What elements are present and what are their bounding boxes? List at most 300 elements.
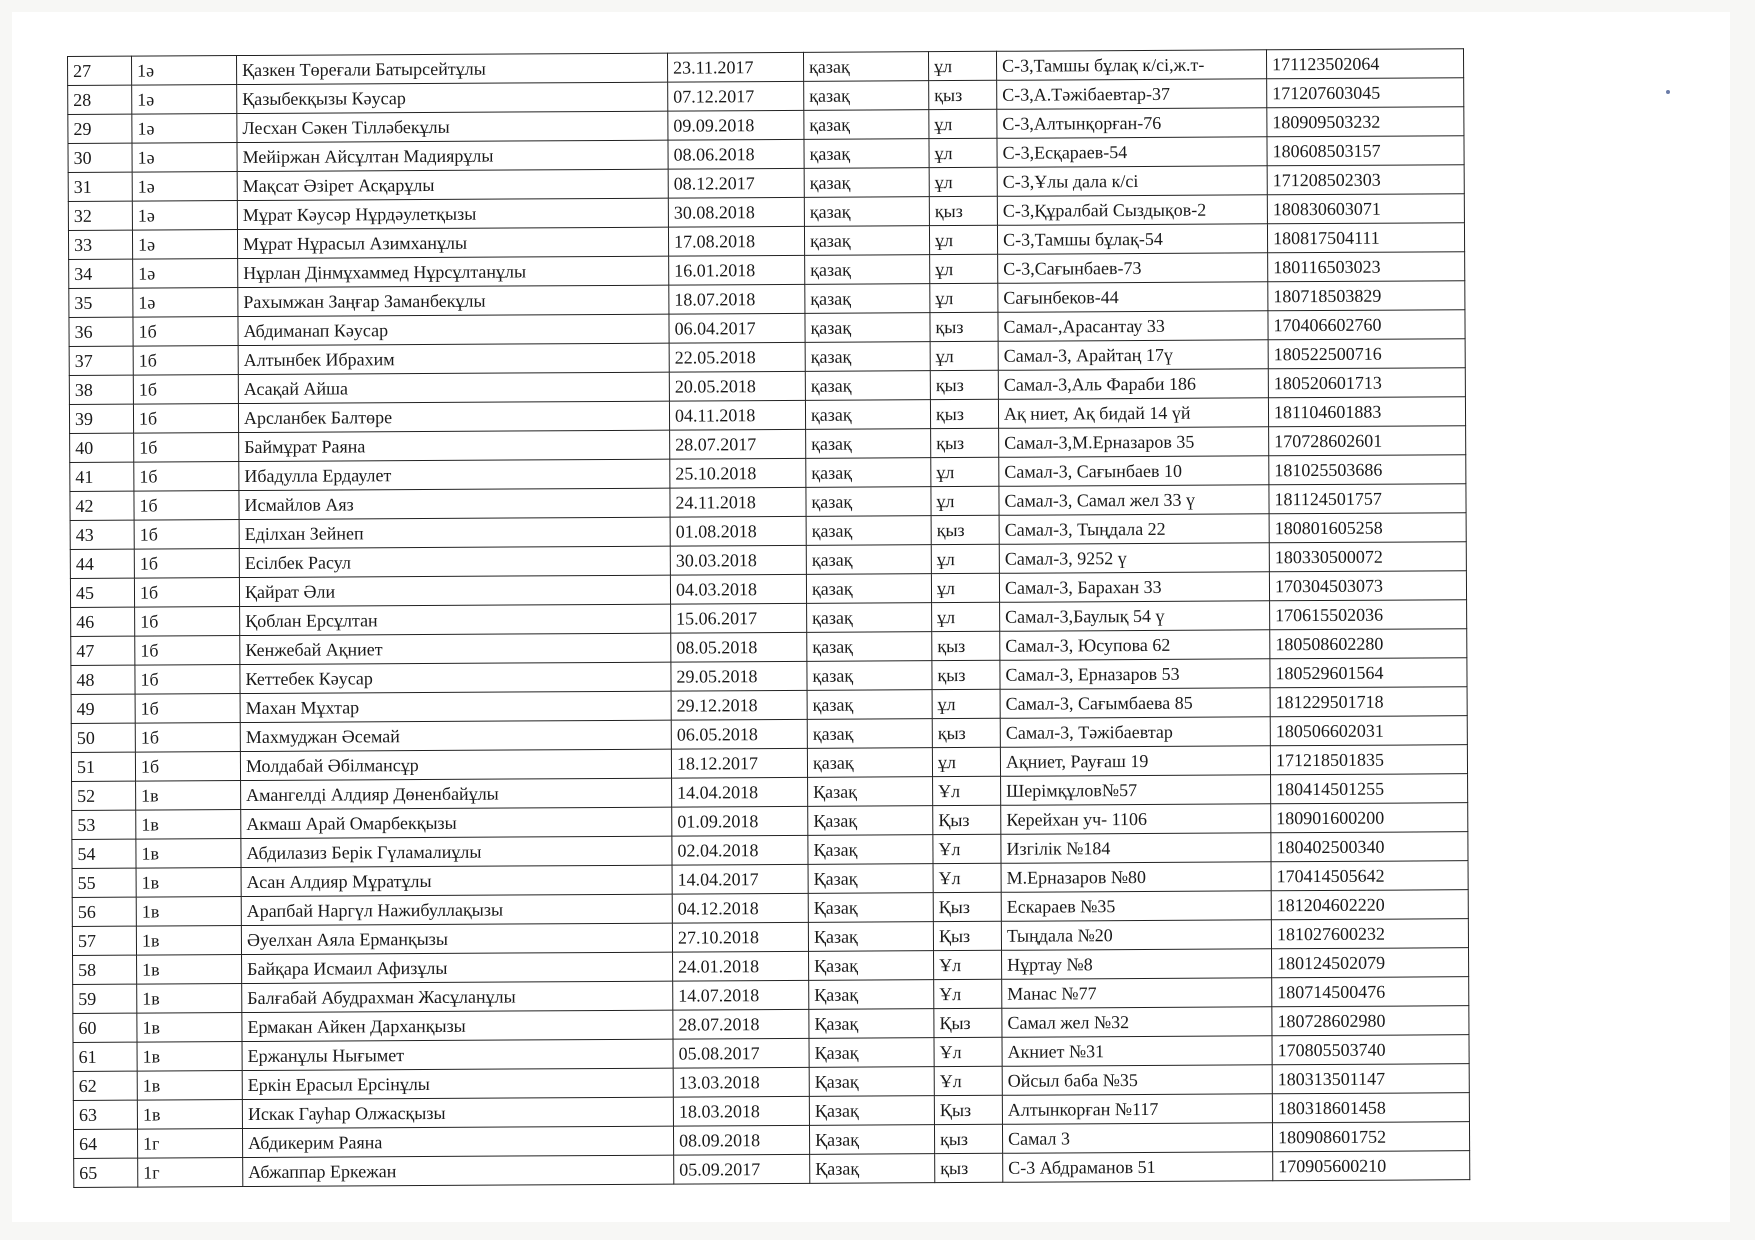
gender: Ұл: [933, 776, 1001, 805]
address: Ақниет, Рауғаш 19: [1000, 746, 1270, 777]
student-name: Еркін Ерасыл Ерсінұлы: [242, 1068, 673, 1099]
class-cell: 1ә: [132, 201, 237, 231]
iin-number: 170615502036: [1270, 600, 1467, 630]
birth-date: 14.04.2017: [672, 864, 808, 894]
gender: ұл: [929, 109, 997, 138]
student-list: [67, 48, 1470, 1188]
address: Ақ ниет, Ақ бидай 14 үй: [998, 398, 1268, 429]
class-cell: 1б: [135, 723, 240, 753]
birth-date: 27.10.2018: [672, 922, 808, 952]
address: С-3,А.Тәжібаевтар-37: [997, 79, 1267, 110]
nationality: қазақ: [806, 545, 931, 575]
student-name: Акмаш Арай Омарбекқызы: [241, 807, 672, 838]
iin-number: 180318601458: [1272, 1093, 1469, 1123]
class-cell: 1в: [136, 839, 241, 869]
birth-date: 04.11.2018: [669, 400, 805, 430]
birth-date: 18.03.2018: [673, 1096, 809, 1126]
student-roster-table: [67, 48, 1470, 1188]
class-cell: 1б: [135, 752, 240, 782]
iin-number: 181025503686: [1269, 455, 1466, 485]
gender: ұл: [931, 544, 999, 573]
nationality: қазақ: [804, 139, 929, 169]
birth-date: 29.05.2018: [671, 661, 807, 691]
address: Самал-3, Сағынбаев 10: [999, 456, 1269, 487]
birth-date: 30.08.2018: [668, 197, 804, 227]
row-number: 52: [72, 781, 136, 810]
row-number: 45: [70, 578, 134, 607]
student-name: Әуелхан Аяла Ерманқызы: [241, 923, 672, 954]
iin-number: 180608503157: [1267, 136, 1464, 166]
birth-date: 13.03.2018: [673, 1067, 809, 1097]
iin-number: 170805503740: [1272, 1035, 1469, 1065]
address: Самал-3, Тыңдала 22: [999, 514, 1269, 545]
iin-number: 180714500476: [1272, 977, 1469, 1007]
class-cell: 1г: [137, 1129, 242, 1159]
row-number: 51: [71, 752, 135, 781]
class-cell: 1в: [136, 781, 241, 811]
class-cell: 1в: [136, 897, 241, 927]
birth-date: 09.09.2018: [668, 110, 804, 140]
nationality: қазақ: [807, 632, 932, 662]
student-name: Арсланбек Балтөре: [238, 401, 669, 432]
row-number: 38: [69, 375, 133, 404]
student-name: Баймұрат Раяна: [239, 430, 670, 461]
gender: ұл: [931, 573, 999, 602]
gender: ұл: [930, 341, 998, 370]
row-number: 53: [72, 810, 136, 839]
student-name: Арапбай Наргүл Нажибуллақызы: [241, 894, 672, 925]
row-number: 61: [73, 1042, 137, 1071]
iin-number: 181104601883: [1268, 397, 1465, 427]
address: Самал-3, Самал жел 33 ү: [999, 485, 1269, 516]
nationality: Қазақ: [809, 1009, 934, 1039]
student-name: Кенжебай Ақниет: [240, 633, 671, 664]
birth-date: 08.05.2018: [671, 632, 807, 662]
class-cell: 1ә: [132, 114, 237, 144]
address: Самал-3, 9252 ү: [999, 543, 1269, 574]
nationality: қазақ: [805, 400, 930, 430]
class-cell: 1ә: [133, 259, 238, 289]
gender: қыз: [929, 196, 997, 225]
address: Самал-3,М.Ерназаров 35: [999, 427, 1269, 458]
gender: Ұл: [934, 979, 1002, 1008]
class-cell: 1ә: [133, 288, 238, 318]
gender: қыз: [929, 80, 997, 109]
nationality: қазақ: [807, 661, 932, 691]
address: С-3,Алтынқорған-76: [997, 108, 1267, 139]
nationality: қазақ: [805, 313, 930, 343]
gender: ұл: [931, 457, 999, 486]
iin-number: 170728602601: [1269, 426, 1466, 456]
row-number: 40: [70, 433, 134, 462]
row-number: 37: [69, 346, 133, 375]
nationality: Қазақ: [808, 806, 933, 836]
gender: қыз: [930, 399, 998, 428]
nationality: қазақ: [803, 52, 928, 82]
row-number: 29: [68, 114, 132, 143]
birth-date: 04.03.2018: [670, 574, 806, 604]
class-cell: 1в: [136, 810, 241, 840]
gender: қыз: [935, 1153, 1003, 1182]
nationality: қазақ: [806, 429, 931, 459]
class-cell: 1в: [137, 1013, 242, 1043]
nationality: қазақ: [807, 690, 932, 720]
iin-number: 180124502079: [1272, 948, 1469, 978]
gender: қыз: [932, 718, 1000, 747]
row-number: 31: [68, 172, 132, 201]
iin-number: 181229501718: [1270, 687, 1467, 717]
gender: ұл: [929, 138, 997, 167]
row-number: 63: [73, 1100, 137, 1129]
row-number: 50: [71, 723, 135, 752]
birth-date: 05.09.2017: [674, 1154, 810, 1184]
birth-date: 18.12.2017: [671, 748, 807, 778]
address: Ескараев №35: [1001, 891, 1271, 922]
birth-date: 20.05.2018: [669, 371, 805, 401]
nationality: қазақ: [804, 110, 929, 140]
nationality: Қазақ: [808, 922, 933, 952]
iin-number: 180718503829: [1268, 281, 1465, 311]
nationality: Қазақ: [809, 980, 934, 1010]
class-cell: 1б: [133, 404, 238, 434]
address: Самал-3, Барахан 33: [999, 572, 1269, 603]
birth-date: 08.12.2017: [668, 168, 804, 198]
address: Самал-3,Баулық 54 ү: [1000, 601, 1270, 632]
row-number: 39: [69, 404, 133, 433]
student-name: Қоблан Ерсұлтан: [240, 604, 671, 635]
gender: Қыз: [933, 892, 1001, 921]
nationality: қазақ: [806, 516, 931, 546]
gender: ұл: [932, 747, 1000, 776]
address: Самал-3, Тәжібаевтар: [1000, 717, 1270, 748]
birth-date: 07.12.2017: [668, 81, 804, 111]
class-cell: 1б: [135, 665, 240, 695]
student-name: Махан Мұхтар: [240, 691, 671, 722]
row-number: 65: [74, 1158, 138, 1187]
gender: ұл: [928, 51, 996, 80]
birth-date: 24.01.2018: [673, 951, 809, 981]
row-number: 42: [70, 491, 134, 520]
iin-number: 180506602031: [1270, 716, 1467, 746]
class-cell: 1б: [135, 607, 240, 637]
iin-number: 180522500716: [1268, 339, 1465, 369]
class-cell: 1б: [135, 636, 240, 666]
gender: Ұл: [934, 1066, 1002, 1095]
class-cell: 1ә: [132, 143, 237, 173]
class-cell: 1ә: [132, 56, 237, 86]
class-cell: 1ә: [132, 172, 237, 202]
iin-number: 170905600210: [1273, 1151, 1470, 1181]
gender: қыз: [930, 370, 998, 399]
birth-date: 05.08.2017: [673, 1038, 809, 1068]
class-cell: 1б: [134, 462, 239, 492]
class-cell: 1б: [134, 578, 239, 608]
birth-date: 17.08.2018: [668, 226, 804, 256]
iin-number: 180909503232: [1267, 107, 1464, 137]
nationality: Қазақ: [809, 1067, 934, 1097]
student-name: Мұрат Кәусәр Нұрдәулетқызы: [237, 198, 668, 229]
address: Сағынбеков-44: [998, 282, 1268, 313]
gender: Қыз: [934, 1095, 1002, 1124]
nationality: қазақ: [805, 342, 930, 372]
student-name: Молдабай Әбілмансұр: [240, 749, 671, 780]
student-name: Қазкен Төреғали Батырсейтұлы: [237, 53, 668, 84]
class-cell: 1в: [137, 984, 242, 1014]
iin-number: 180313501147: [1272, 1064, 1469, 1094]
gender: қыз: [930, 312, 998, 341]
student-name: Мақсат Әзірет Асқарұлы: [237, 169, 668, 200]
iin-number: 171123502064: [1266, 49, 1463, 79]
student-name: Амангелді Алдияр Дөненбайұлы: [241, 778, 672, 809]
gender: Қыз: [933, 921, 1001, 950]
student-name: Абдикерим Раяна: [242, 1126, 673, 1157]
nationality: қазақ: [804, 197, 929, 227]
birth-date: 28.07.2018: [673, 1009, 809, 1039]
birth-date: 18.07.2018: [669, 284, 805, 314]
birth-date: 14.07.2018: [673, 980, 809, 1010]
iin-number: 180529601564: [1270, 658, 1467, 688]
gender: Ұл: [933, 863, 1001, 892]
class-cell: 1в: [137, 1042, 242, 1072]
gender: Қыз: [934, 1008, 1002, 1037]
address: Нұртау №8: [1002, 949, 1272, 980]
row-number: 58: [73, 955, 137, 984]
birth-date: 30.03.2018: [670, 545, 806, 575]
iin-number: 181027600232: [1271, 919, 1468, 949]
birth-date: 01.08.2018: [670, 516, 806, 546]
row-number: 59: [73, 984, 137, 1013]
iin-number: 181124501757: [1269, 484, 1466, 514]
student-name: Искак Гауһар Олжасқызы: [242, 1097, 673, 1128]
gender: ұл: [929, 167, 997, 196]
nationality: Қазақ: [808, 893, 933, 923]
birth-date: 04.12.2018: [672, 893, 808, 923]
class-cell: 1б: [134, 520, 239, 550]
address: С-3,Құралбай Сыздықов-2: [997, 195, 1267, 226]
address: С-3,Ұлы дала к/сі: [997, 166, 1267, 197]
birth-date: 08.09.2018: [673, 1125, 809, 1155]
nationality: қазақ: [804, 168, 929, 198]
gender: қыз: [932, 631, 1000, 660]
address: С-3,Тамшы бұлақ к/сі,ж.т-: [996, 50, 1266, 81]
student-name: Ибадулла Ердаулет: [239, 459, 670, 490]
class-cell: 1б: [134, 549, 239, 579]
iin-number: 180801605258: [1269, 513, 1466, 543]
class-cell: 1в: [137, 1071, 242, 1101]
student-name: Қайрат Әли: [239, 575, 670, 606]
class-cell: 1б: [133, 317, 238, 347]
student-name: Есілбек Расул: [239, 546, 670, 577]
class-cell: 1б: [133, 375, 238, 405]
birth-date: 01.09.2018: [672, 806, 808, 836]
student-name: Мұрат Нұрасыл Азимханұлы: [237, 227, 668, 258]
birth-date: 23.11.2017: [667, 52, 803, 82]
address: Самал-3, Арайтаң 17ү: [998, 340, 1268, 371]
nationality: Қазақ: [809, 951, 934, 981]
nationality: қазақ: [804, 81, 929, 111]
birth-date: 28.07.2017: [670, 429, 806, 459]
student-name: Махмуджан Әсемай: [240, 720, 671, 751]
row-number: 28: [68, 85, 132, 114]
student-name: Асақай Айша: [238, 372, 669, 403]
row-number: 64: [73, 1129, 137, 1158]
class-cell: 1б: [134, 491, 239, 521]
row-number: 43: [70, 520, 134, 549]
student-name: Байқара Исмаил Афизұлы: [242, 952, 673, 983]
row-number: 36: [69, 317, 133, 346]
roster-body: [68, 49, 1470, 1188]
student-name: Мейіржан Айсұлтан Мадиярұлы: [237, 140, 668, 171]
row-number: 62: [73, 1071, 137, 1100]
address: Самал-3, Сағымбаева 85: [1000, 688, 1270, 719]
address: Алтынкорған №117: [1002, 1094, 1272, 1125]
nationality: қазақ: [806, 458, 931, 488]
address: Самал-3, Юсупова 62: [1000, 630, 1270, 661]
iin-number: 180830603071: [1267, 194, 1464, 224]
nationality: Қазақ: [809, 1096, 934, 1126]
gender: ұл: [929, 225, 997, 254]
scanned-page: [12, 12, 1730, 1222]
nationality: қазақ: [806, 487, 931, 517]
iin-number: 171208502303: [1267, 165, 1464, 195]
gender: қыз: [931, 428, 999, 457]
birth-date: 29.12.2018: [671, 690, 807, 720]
iin-number: 171218501835: [1270, 745, 1467, 775]
row-number: 47: [71, 636, 135, 665]
iin-number: 180414501255: [1271, 774, 1468, 804]
nationality: қазақ: [805, 255, 930, 285]
class-cell: 1ә: [132, 85, 237, 115]
iin-number: 180116503023: [1268, 252, 1465, 282]
row-number: 34: [69, 259, 133, 288]
nationality: Қазақ: [808, 864, 933, 894]
address: Самал-3,Аль Фараби 186: [998, 369, 1268, 400]
address: Манас №77: [1002, 978, 1272, 1009]
gender: қыз: [931, 515, 999, 544]
row-number: 44: [70, 549, 134, 578]
iin-number: 180520601713: [1268, 368, 1465, 398]
address: Шерімқұлов№57: [1001, 775, 1271, 806]
address: Ойсыл баба №35: [1002, 1065, 1272, 1096]
student-name: Асан Алдияр Мұратұлы: [241, 865, 672, 896]
birth-date: 06.04.2017: [669, 313, 805, 343]
row-number: 56: [72, 897, 136, 926]
birth-date: 25.10.2018: [670, 458, 806, 488]
gender: Ұл: [934, 1037, 1002, 1066]
gender: Ұл: [933, 834, 1001, 863]
row-number: 32: [68, 201, 132, 230]
nationality: Қазақ: [809, 1125, 934, 1155]
address: Самал жел №32: [1002, 1007, 1272, 1038]
row-number: 33: [68, 230, 132, 259]
iin-number: 180908601752: [1272, 1122, 1469, 1152]
iin-number: 180817504111: [1267, 223, 1464, 253]
iin-number: 181204602220: [1271, 890, 1468, 920]
birth-date: 16.01.2018: [669, 255, 805, 285]
row-number: 46: [71, 607, 135, 636]
nationality: қазақ: [804, 226, 929, 256]
student-name: Еділхан Зейнеп: [239, 517, 670, 548]
nationality: қазақ: [807, 603, 932, 633]
row-number: 49: [71, 694, 135, 723]
class-cell: 1б: [133, 346, 238, 376]
gender: ұл: [930, 283, 998, 312]
birth-date: 14.04.2018: [672, 777, 808, 807]
class-cell: 1в: [136, 926, 241, 956]
class-cell: 1б: [134, 433, 239, 463]
class-cell: 1б: [135, 694, 240, 724]
nationality: Қазақ: [808, 835, 933, 865]
row-number: 55: [72, 868, 136, 897]
birth-date: 06.05.2018: [671, 719, 807, 749]
row-number: 27: [68, 56, 132, 85]
student-name: Ермакан Айкен Дарханқызы: [242, 1010, 673, 1041]
row-number: 41: [70, 462, 134, 491]
gender: ұл: [930, 254, 998, 283]
nationality: қазақ: [807, 748, 932, 778]
nationality: қазақ: [807, 719, 932, 749]
birth-date: 08.06.2018: [668, 139, 804, 169]
row-number: 60: [73, 1013, 137, 1042]
address: С-3,Есқараев-54: [997, 137, 1267, 168]
address: Самал-3, Ерназаров 53: [1000, 659, 1270, 690]
class-cell: 1в: [136, 868, 241, 898]
row-number: 35: [69, 288, 133, 317]
iin-number: 180508602280: [1270, 629, 1467, 659]
birth-date: 02.04.2018: [672, 835, 808, 865]
address: Акниет №31: [1002, 1036, 1272, 1067]
student-name: Абдилазиз Берік Гүламалиұлы: [241, 836, 672, 867]
address: Тыңдала №20: [1001, 920, 1271, 951]
student-name: Нұрлан Дінмұхаммед Нұрсұлтанұлы: [238, 256, 669, 287]
iin-number: 170406602760: [1268, 310, 1465, 340]
student-name: Балғабай Абудрахман Жасұланұлы: [242, 981, 673, 1012]
class-cell: 1в: [137, 1100, 242, 1130]
iin-number: 170414505642: [1271, 861, 1468, 891]
iin-number: 170304503073: [1269, 571, 1466, 601]
nationality: қазақ: [805, 284, 930, 314]
birth-date: 24.11.2018: [670, 487, 806, 517]
student-name: Ержанұлы Нығымет: [242, 1039, 673, 1070]
gender: ұл: [932, 602, 1000, 631]
nationality: Қазақ: [809, 1038, 934, 1068]
address: С-3,Сағынбаев-73: [998, 253, 1268, 284]
gender: ұл: [931, 486, 999, 515]
birth-date: 22.05.2018: [669, 342, 805, 372]
student-name: Лесхан Сәкен Тілләбекұлы: [237, 111, 668, 142]
student-name: Абдиманап Кәусар: [238, 314, 669, 345]
gender: қыз: [932, 660, 1000, 689]
class-cell: 1ә: [132, 230, 237, 260]
iin-number: 180728602980: [1272, 1006, 1469, 1036]
address: С-3 Абдраманов 51: [1003, 1152, 1273, 1183]
student-name: Исмайлов Аяз: [239, 488, 670, 519]
row-number: 48: [71, 665, 135, 694]
student-name: Кеттебек Кәусар: [240, 662, 671, 693]
address: Самал-,Арасантау 33: [998, 311, 1268, 342]
class-cell: 1в: [137, 955, 242, 985]
nationality: Қазақ: [810, 1154, 935, 1184]
iin-number: 180330500072: [1269, 542, 1466, 572]
scan-speck: [1666, 90, 1670, 94]
row-number: 57: [72, 926, 136, 955]
student-name: Абжаппар Еркежан: [243, 1155, 674, 1186]
gender: Қыз: [933, 805, 1001, 834]
nationality: қазақ: [806, 574, 931, 604]
row-number: 30: [68, 143, 132, 172]
address: Самал 3: [1002, 1123, 1272, 1154]
nationality: Қазақ: [808, 777, 933, 807]
